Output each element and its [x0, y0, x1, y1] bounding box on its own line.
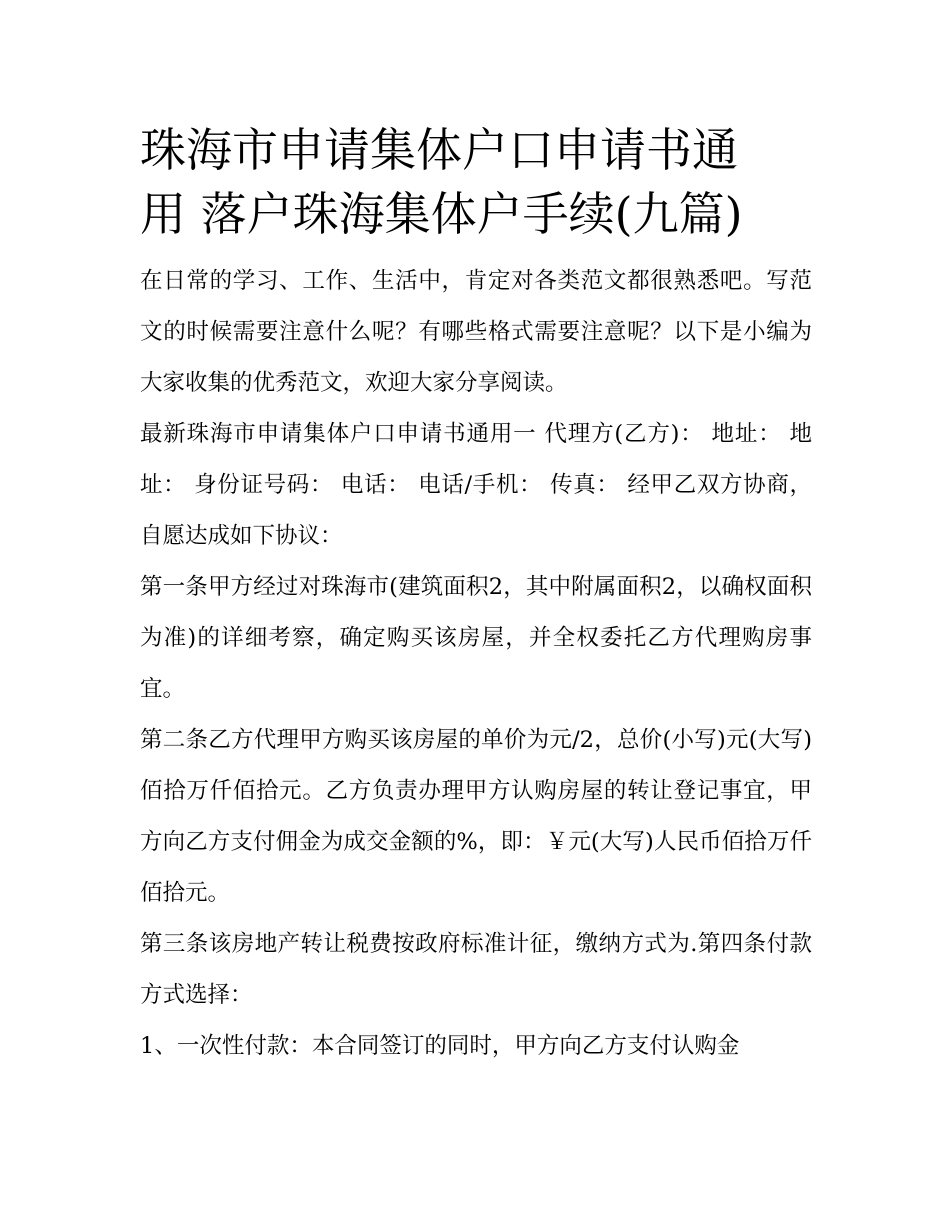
title-line-1: 珠海市申请集体户口申请书通 [140, 123, 738, 177]
paragraph-article-1: 第一条甲方经过对珠海市(建筑面积2，其中附属面积2，以确权面积为准)的详细考察，确定购买该房屋，并全权委托乙方代理购房事宜。 [140, 574, 812, 702]
title-line-2: 用 落户珠海集体户手续(九篇) [140, 187, 743, 241]
paragraph-intro: 在日常的学习、工作、生活中，肯定对各类范文都很熟悉吧。写范文的时候需要注意什么呢？有哪些格式需要注意呢？以下是小编为大家收集的优秀范文，欢迎大家分享阅读。 [140, 268, 812, 396]
document-title [140, 118, 812, 246]
paragraph-article-3: 第三条该房地产转让税费按政府标准计征，缴纳方式为.第四条付款方式选择： [140, 931, 812, 1008]
paragraph-parties: 最新珠海市申请集体户口申请书通用一 代理方(乙方)： 地址： 地址： 身份证号码： 电话： 电话/手机： 传真： 经甲乙双方协商，自愿达成如下协议： [140, 421, 812, 549]
paragraph-article-2: 第二条乙方代理甲方购买该房屋的单价为元/2，总价(小写)元(大写)佰拾万仟佰拾元。乙方负责办理甲方认购房屋的转让登记事宜，甲方向乙方支付佣金为成交金额的%，即：￥元(大写)人民币佰拾万仟佰拾元。 [140, 727, 812, 906]
paragraph-payment-1: 1、一次性付款：本合同签订的同时，甲方向乙方支付认购金 [140, 1033, 740, 1059]
document-content [140, 118, 812, 1072]
document-body [140, 256, 812, 1072]
